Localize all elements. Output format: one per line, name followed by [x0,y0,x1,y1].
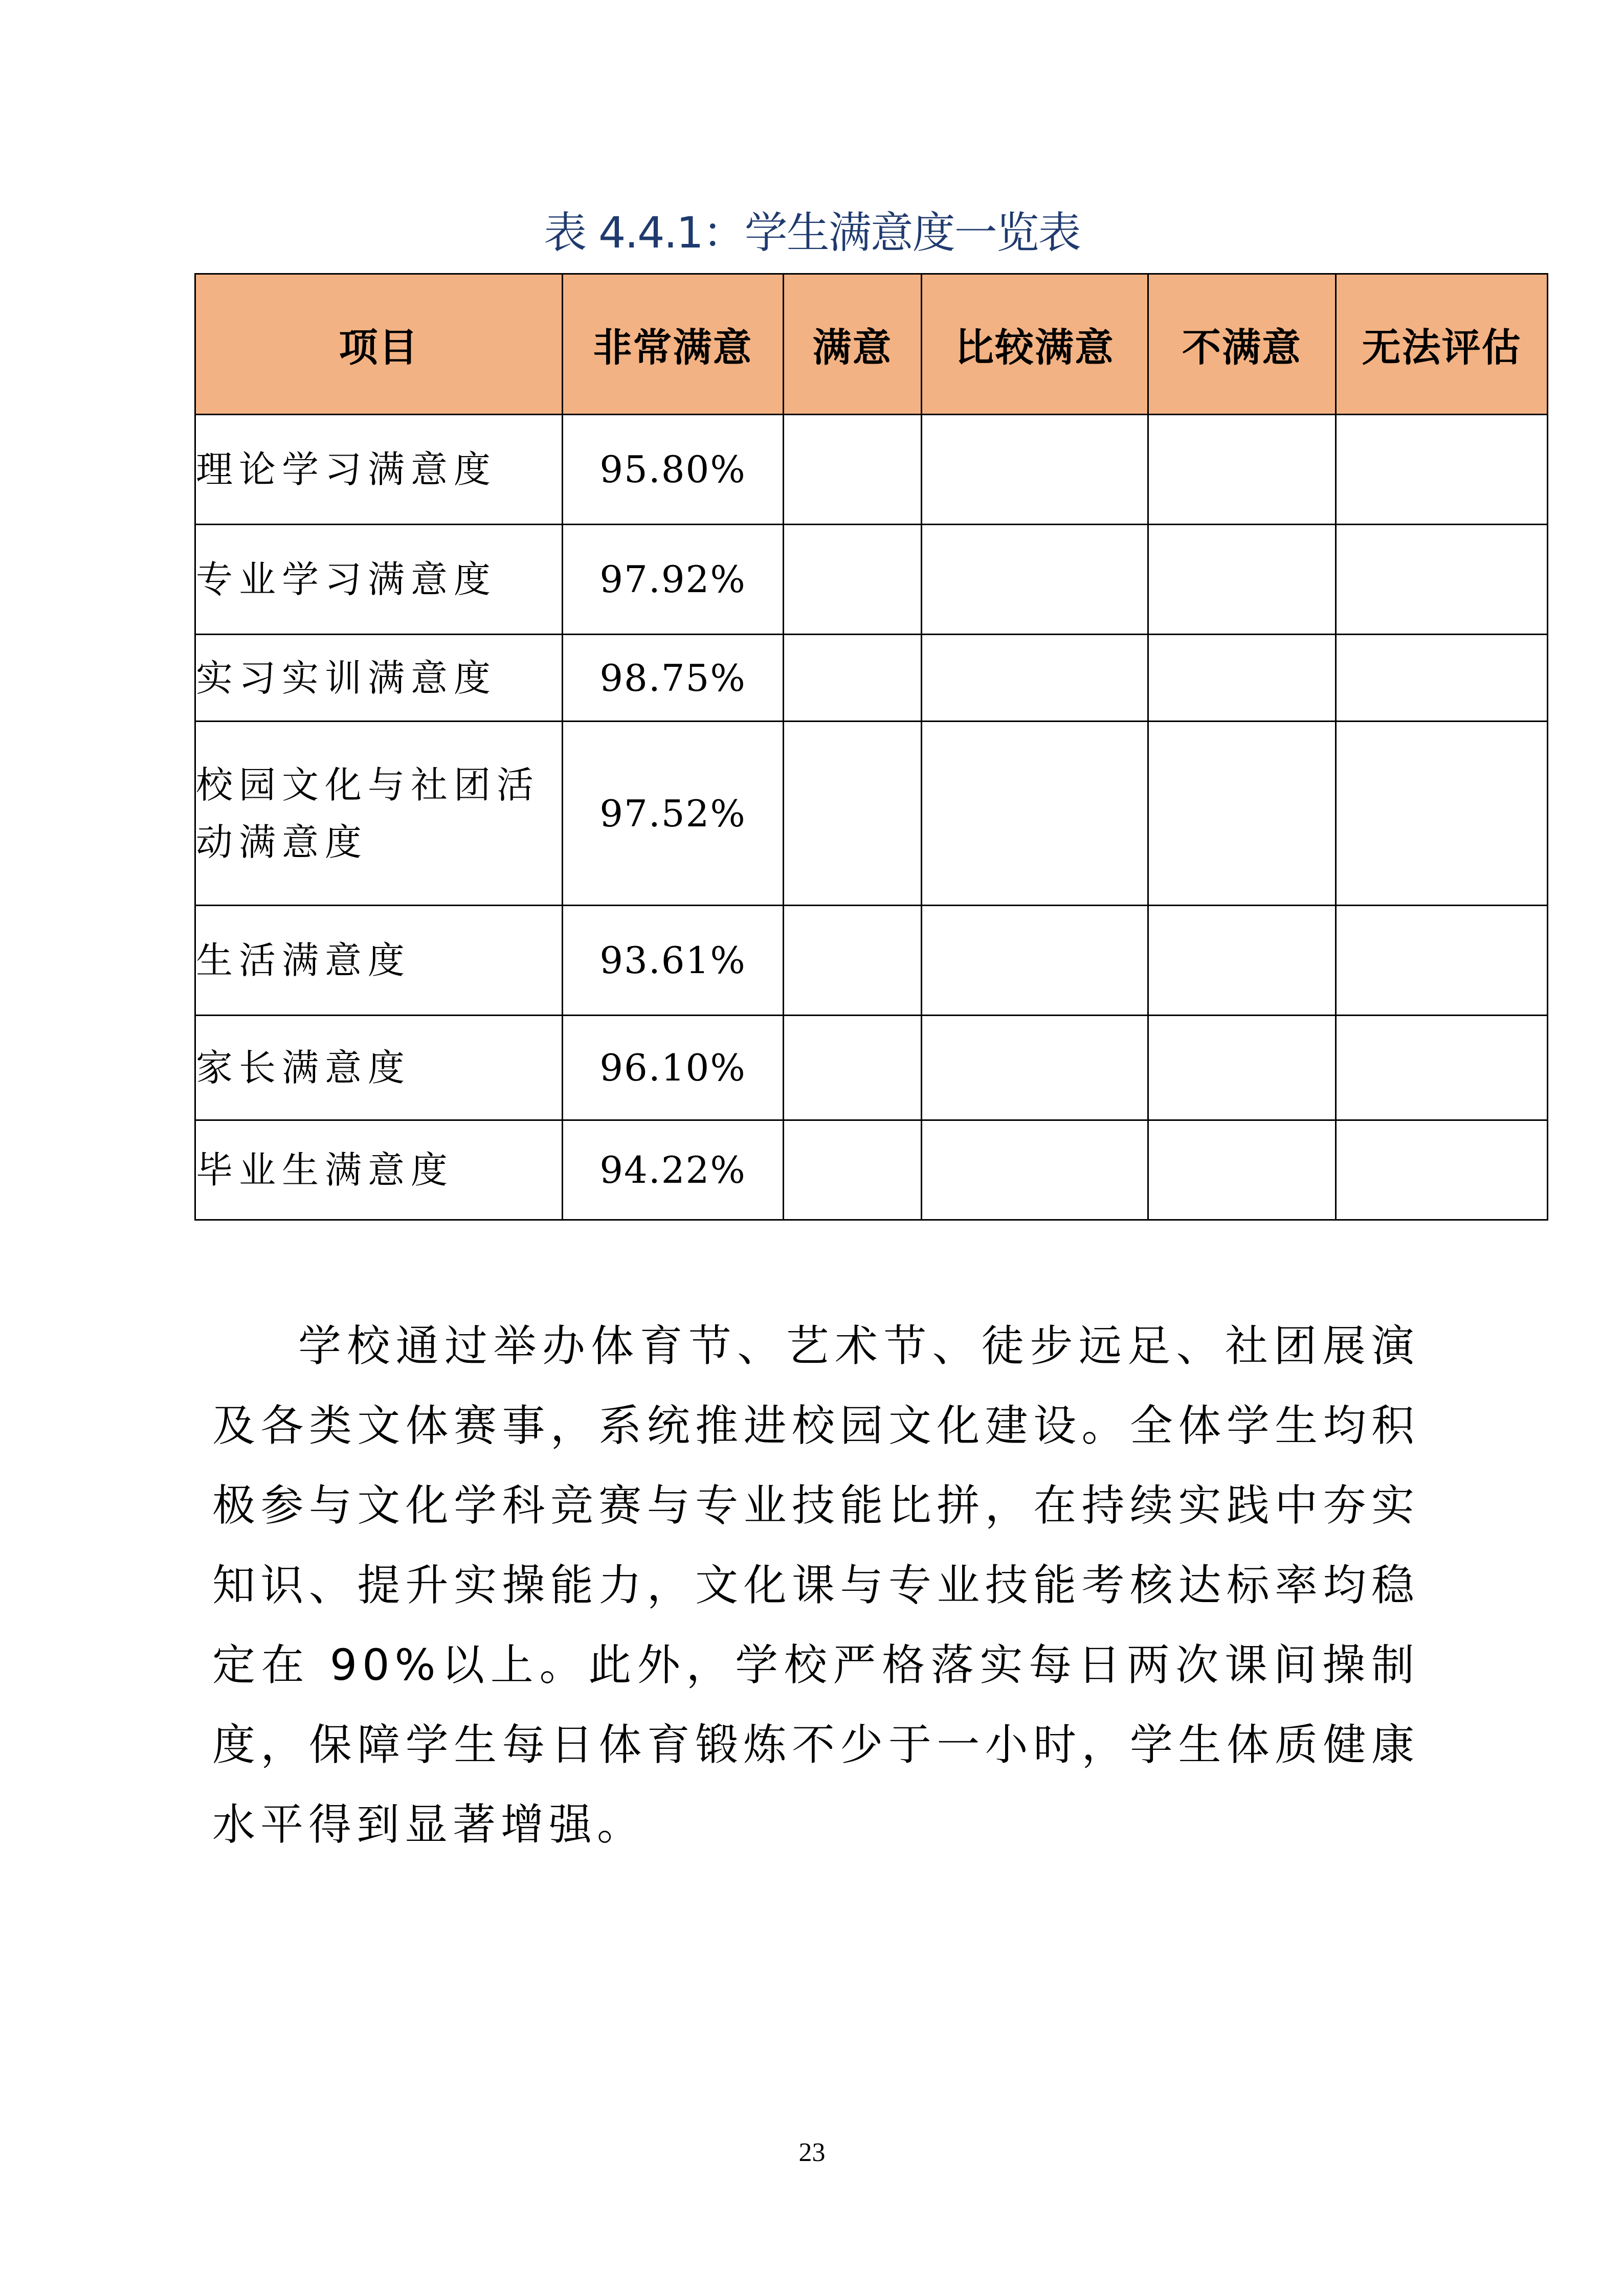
table-header-row [195,274,1548,415]
row-fairly-satisfied-value [922,635,1148,722]
column-header-item: 项目 [195,274,563,415]
row-unsatisfied-value [1148,1120,1336,1220]
body-paragraph: 学校通过举办体育节、艺术节、徒步远足、社团展演及各类文体赛事，系统推进校园文化建设。全体学生均积极参与文化学科竞赛与专业技能比拼，在持续实践中夯实知识、提升实操能力，文化课与专业技能考核达标率均稳定在 90%以上。此外，学校严格落实每日两次课间操制度，保障学生每日体育锻炼不少于一小时，学生体质健康水平得到显著增强。 [212,1321,1419,1850]
row-item-label: 校园文化与社团活动满意度 [195,722,563,906]
column-header-very-satisfied: 非常满意 [563,274,784,415]
row-unsatisfied-value [1148,525,1336,635]
row-unsatisfied-value [1148,722,1336,906]
row-very-satisfied-value: 97.52% [563,722,784,906]
row-item-label: 生活满意度 [195,906,563,1016]
row-very-satisfied-value: 93.61% [563,906,784,1016]
table-row [195,525,1548,635]
row-cannot-evaluate-value [1336,1016,1548,1120]
row-very-satisfied-value: 98.75% [563,635,784,722]
page-number: 23 [798,2138,826,2167]
row-fairly-satisfied-value [922,906,1148,1016]
row-unsatisfied-value [1148,635,1336,722]
row-fairly-satisfied-value [922,415,1148,525]
row-cannot-evaluate-value [1336,1120,1548,1220]
row-satisfied-value [784,1120,922,1220]
table-row [195,1120,1548,1220]
row-satisfied-value [784,722,922,906]
row-cannot-evaluate-value [1336,525,1548,635]
row-cannot-evaluate-value [1336,906,1548,1016]
row-fairly-satisfied-value [922,722,1148,906]
row-unsatisfied-value [1148,906,1336,1016]
row-fairly-satisfied-value [922,525,1148,635]
table-row [195,1016,1548,1120]
row-satisfied-value [784,525,922,635]
column-header-cannot-evaluate: 无法评估 [1336,274,1548,415]
row-item-label: 专业学习满意度 [195,525,563,635]
column-header-unsatisfied: 不满意 [1148,274,1336,415]
row-very-satisfied-value: 96.10% [563,1016,784,1120]
row-item-label: 实习实训满意度 [195,635,563,722]
row-very-satisfied-value: 97.92% [563,525,784,635]
row-cannot-evaluate-value [1336,415,1548,525]
row-very-satisfied-value: 94.22% [563,1120,784,1220]
row-item-label: 毕业生满意度 [195,1120,563,1220]
row-satisfied-value [784,906,922,1016]
row-item-label: 家长满意度 [195,1016,563,1120]
row-cannot-evaluate-value [1336,722,1548,906]
table-title: 表 4.4.1：学生满意度一览表 [544,208,1080,258]
column-header-satisfied: 满意 [784,274,922,415]
row-item-label: 理论学习满意度 [195,415,563,525]
table-row [195,906,1548,1016]
row-fairly-satisfied-value [922,1016,1148,1120]
table-row [195,722,1548,906]
row-unsatisfied-value [1148,415,1336,525]
table-row [195,635,1548,722]
satisfaction-table [194,273,1548,1221]
row-satisfied-value [784,415,922,525]
row-satisfied-value [784,1016,922,1120]
table-row [195,415,1548,525]
row-cannot-evaluate-value [1336,635,1548,722]
row-very-satisfied-value: 95.80% [563,415,784,525]
row-satisfied-value [784,635,922,722]
row-fairly-satisfied-value [922,1120,1148,1220]
row-unsatisfied-value [1148,1016,1336,1120]
column-header-fairly-satisfied: 比较满意 [922,274,1148,415]
